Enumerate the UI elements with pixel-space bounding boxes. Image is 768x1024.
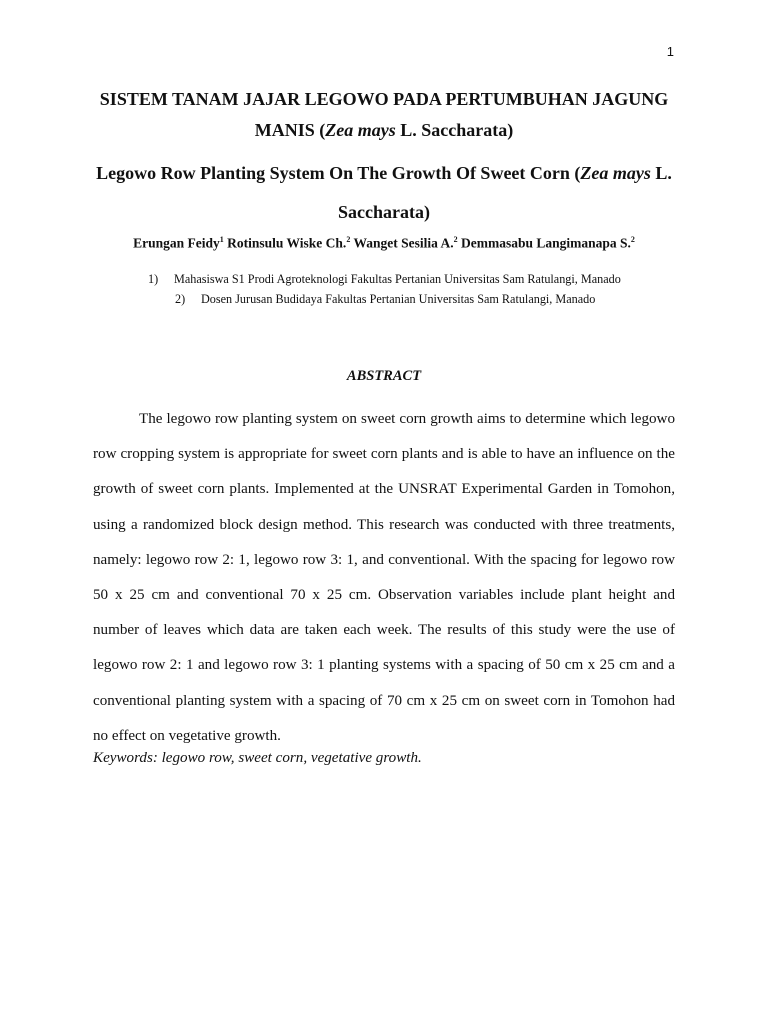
author: Erungan Feidy [133,235,220,251]
subtitle-pre: Legowo Row Planting System On The Growth Of Sweet Corn ( [96,163,581,183]
page-number: 1 [666,44,674,59]
affiliation-text: Mahasiswa S1 Prodi Agroteknologi Fakultas Pertanian Universitas Sam Ratulangi, Manado [174,272,621,286]
subtitle-species-name: Zea mays [580,163,651,183]
author: Demmasabu Langimanapa S. [460,235,631,251]
author: Rotinsulu Wiske Ch. [227,235,347,251]
keywords: Keywords: legowo row, sweet corn, vegetative growth. [93,750,422,766]
title-line-2-pre: MANIS ( [254,120,326,140]
affiliation-text: Dosen Jurusan Budidaya Fakultas Pertanian Universitas Sam Ratulangi, Manado [201,292,596,306]
subtitle-post: L. Saccharata) [338,163,672,222]
abstract-heading: ABSTRACT [346,368,422,384]
paper-subtitle [70,154,698,232]
author-affiliation-mark: 2 [346,235,351,244]
affiliation-number: 1) [148,272,159,286]
author: Wanget Sesilia A. [353,235,454,251]
title-line-2 [70,115,698,146]
title-line-1: SISTEM TANAM JAJAR LEGOWO PADA PERTUMBUHAN JAGUNG [99,89,669,109]
author-list [70,235,698,252]
abstract-body: The legowo row planting system on sweet corn growth aims to determine which legowo row cropping system is appropriate for sweet corn plants and is able to have an influence on the growth of sweet corn plants. Implemented at the UNSRAT Experimental Garden in Tomohon, using a randomized block design method. This research was conducted with three treatments, namely: legowo row 2: 1, legowo row 3: 1, and conventional. With the spacing for legowo row 50 x 25 cm and conventional 70 x 25 cm. Observation variables include plant height and number of leaves which data are taken each week. The results of this study were the use of legowo row 2: 1 and legowo row 3: 1 planting systems with a spacing of 50 cm x 25 cm and a conventional planting system with a spacing of 70 cm x 25 cm on sweet corn in Tomohon had no effect on vegetative growth. [93,411,675,744]
author-affiliation-mark: 2 [453,235,458,244]
title-species-name: Zea mays [325,120,396,140]
affiliation-item [175,292,595,307]
affiliation-item [148,272,621,287]
affiliation-number: 2) [175,292,186,306]
author-affiliation-mark: 2 [630,235,635,244]
title-line-2-post: L. Saccharata) [395,120,514,140]
paper-title [70,84,698,146]
author-affiliation-mark: 1 [219,235,224,244]
